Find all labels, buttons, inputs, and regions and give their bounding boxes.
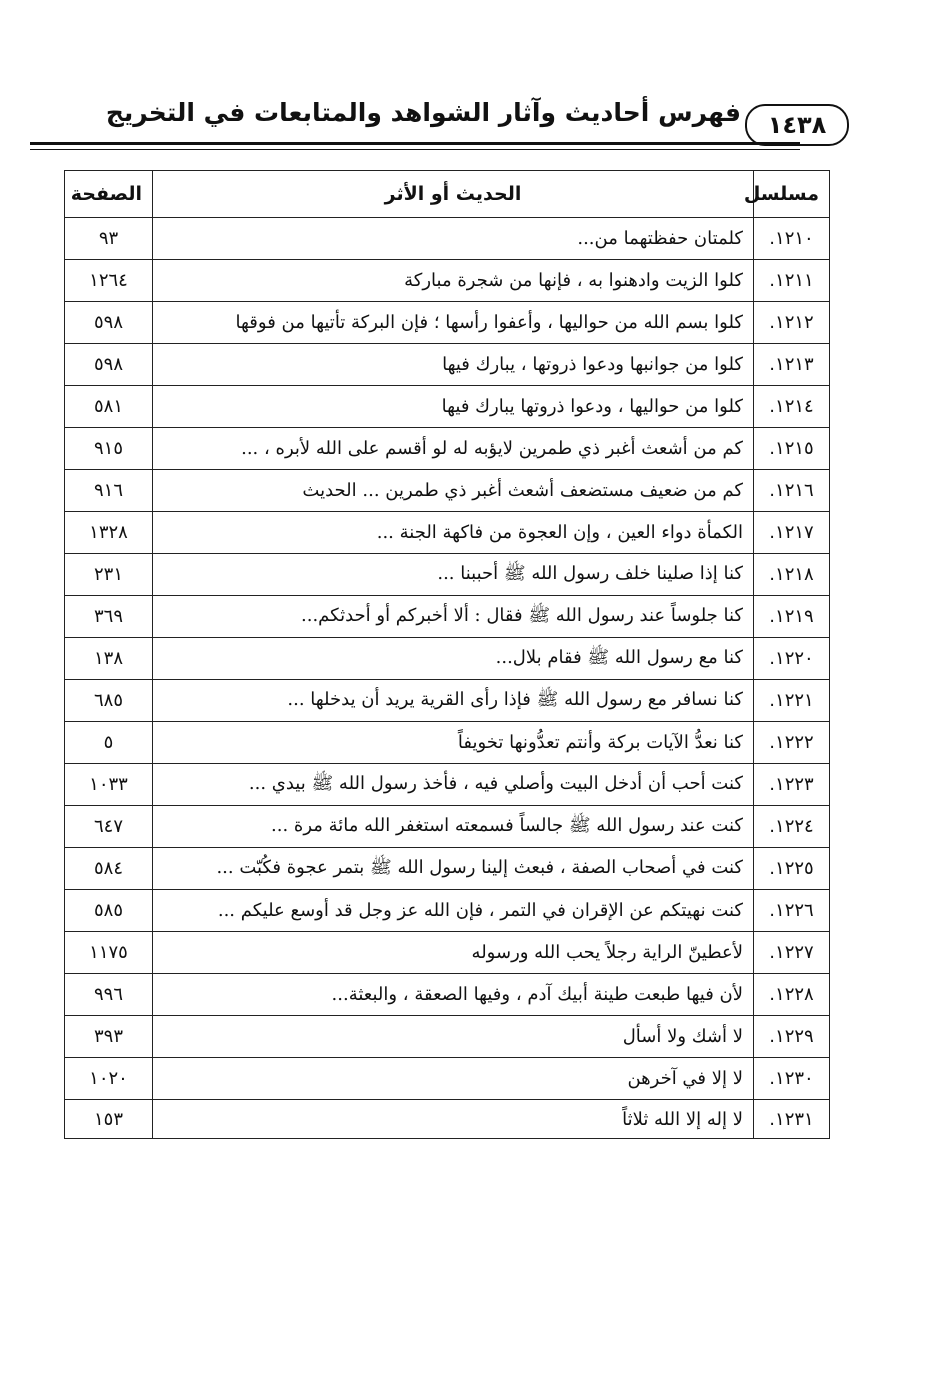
row-serial: ١٢١٤. (754, 386, 830, 428)
row-page: ٥ (65, 722, 153, 764)
table-row (65, 428, 830, 470)
row-page: ١٥٣ (65, 1100, 153, 1139)
row-text: كنا جلوساً عند رسول الله ﷺ فقال : ألا أخبركم أو أحدثكم... (153, 596, 754, 638)
row-text: كنا نسافر مع رسول الله ﷺ فإذا رأى القرية يريد أن يدخلها ... (153, 680, 754, 722)
table-row (65, 932, 830, 974)
row-page: ٢٣١ (65, 554, 153, 596)
row-page: ١٢٦٤ (65, 260, 153, 302)
row-text: كلوا الزيت وادهنوا به ، فإنها من شجرة مباركة (153, 260, 754, 302)
table-row (65, 260, 830, 302)
row-serial: ١٢١٨. (754, 554, 830, 596)
table-row (65, 512, 830, 554)
table-row (65, 302, 830, 344)
row-serial: ١٢١٢. (754, 302, 830, 344)
row-text: كنا إذا صلينا خلف رسول الله ﷺ أحببنا ... (153, 554, 754, 596)
row-page: ٦٨٥ (65, 680, 153, 722)
table-row (65, 680, 830, 722)
header-rule-thick (30, 142, 800, 145)
hadith-index-table (64, 170, 830, 1139)
row-text: كنت نهيتكم عن الإقران في التمر ، فإن الله عز وجل قد أوسع عليكم ... (153, 890, 754, 932)
page-header-title: فهرس أحاديث وآثار الشواهد والمتابعات في التخريج (105, 98, 741, 127)
table-row (65, 722, 830, 764)
row-page: ٥٨٥ (65, 890, 153, 932)
row-page: ١٣٢٨ (65, 512, 153, 554)
table-row (65, 974, 830, 1016)
row-serial: ١٢٢٠. (754, 638, 830, 680)
table-row (65, 470, 830, 512)
row-text: لا إلا في آخرهن (153, 1058, 754, 1100)
row-text: كنا نعدُّ الآيات بركة وأنتم تعدُّونها تخويفاً (153, 722, 754, 764)
column-header-text: الحديث أو الأثر (153, 171, 754, 218)
row-serial: ١٢٢٦. (754, 890, 830, 932)
row-serial: ١٢٣١. (754, 1100, 830, 1139)
row-serial: ١٢٢٣. (754, 764, 830, 806)
row-serial: ١٢١٦. (754, 470, 830, 512)
table-row (65, 638, 830, 680)
row-text: كم من ضعيف مستضعف أشعث أغبر ذي طمرين ... الحديث (153, 470, 754, 512)
table-row (65, 218, 830, 260)
table-row (65, 848, 830, 890)
row-serial: ١٢١١. (754, 260, 830, 302)
row-serial: ١٢٢٧. (754, 932, 830, 974)
table-header-row (65, 171, 830, 218)
row-serial: ١٢٢٨. (754, 974, 830, 1016)
row-serial: ١٢١٧. (754, 512, 830, 554)
row-text: الكمأة دواء العين ، وإن العجوة من فاكهة الجنة ... (153, 512, 754, 554)
table-row (65, 764, 830, 806)
row-text: كلمتان حفظتهما من... (153, 218, 754, 260)
row-text: كلوا من جوانبها ودعوا ذروتها ، يبارك فيها (153, 344, 754, 386)
row-page: ٦٤٧ (65, 806, 153, 848)
row-text: لأن فيها طبعت طينة أبيك آدم ، وفيها الصعقة ، والبعثة... (153, 974, 754, 1016)
row-serial: ١٢٢٢. (754, 722, 830, 764)
table-row (65, 554, 830, 596)
column-header-serial: مسلسل (754, 171, 830, 218)
table-row (65, 890, 830, 932)
row-serial: ١٢٢٥. (754, 848, 830, 890)
table-row (65, 1058, 830, 1100)
row-serial: ١٢١٩. (754, 596, 830, 638)
row-page: ٥٨١ (65, 386, 153, 428)
row-page: ١١٧٥ (65, 932, 153, 974)
row-text: لا أشك ولا أسأل (153, 1016, 754, 1058)
column-header-page: الصفحة (65, 171, 153, 218)
row-serial: ١٢٢٤. (754, 806, 830, 848)
table-row (65, 596, 830, 638)
row-page: ١٠٣٣ (65, 764, 153, 806)
table-row (65, 386, 830, 428)
row-page: ٩١٥ (65, 428, 153, 470)
header-rule-thin (30, 149, 800, 150)
row-page: ٥٩٨ (65, 302, 153, 344)
row-serial: ١٢٢٩. (754, 1016, 830, 1058)
row-page: ٥٩٨ (65, 344, 153, 386)
row-page: ٣٩٣ (65, 1016, 153, 1058)
table-row (65, 344, 830, 386)
table-row (65, 806, 830, 848)
table-row (65, 1100, 830, 1139)
row-serial: ١٢٢١. (754, 680, 830, 722)
row-text: كنت أحب أن أدخل البيت وأصلي فيه ، فأخذ رسول الله ﷺ بيدي ... (153, 764, 754, 806)
row-text: كم من أشعث أغبر ذي طمرين لايؤبه له لو أقسم على الله لأبره ، ... (153, 428, 754, 470)
row-text: كلوا من حواليها ، ودعوا ذروتها يبارك فيها (153, 386, 754, 428)
table-row (65, 1016, 830, 1058)
row-text: لأعطينّ الراية رجلاً يحب الله ورسوله (153, 932, 754, 974)
page-number: ١٤٣٨ (767, 111, 827, 139)
row-serial: ١٢١٥. (754, 428, 830, 470)
row-page: ٩١٦ (65, 470, 153, 512)
row-text: لا إله إلا الله ثلاثاً (153, 1100, 754, 1139)
row-text: كنت عند رسول الله ﷺ جالساً فسمعته استغفر الله مائة مرة ... (153, 806, 754, 848)
row-page: ١٣٨ (65, 638, 153, 680)
row-serial: ١٢٣٠. (754, 1058, 830, 1100)
row-text: كنت في أصحاب الصفة ، فبعث إلينا رسول الله ﷺ بتمر عجوة فكُبّت ... (153, 848, 754, 890)
row-page: ٥٨٤ (65, 848, 153, 890)
row-serial: ١٢١٣. (754, 344, 830, 386)
row-page: ١٠٢٠ (65, 1058, 153, 1100)
row-text: كنا مع رسول الله ﷺ فقام بلال... (153, 638, 754, 680)
row-page: ٣٦٩ (65, 596, 153, 638)
row-page: ٩٩٦ (65, 974, 153, 1016)
page-number-badge (745, 104, 849, 146)
row-text: كلوا بسم الله من حواليها ، وأعفوا رأسها ؛ فإن البركة تأتيها من فوقها (153, 302, 754, 344)
row-page: ٩٣ (65, 218, 153, 260)
row-serial: ١٢١٠. (754, 218, 830, 260)
